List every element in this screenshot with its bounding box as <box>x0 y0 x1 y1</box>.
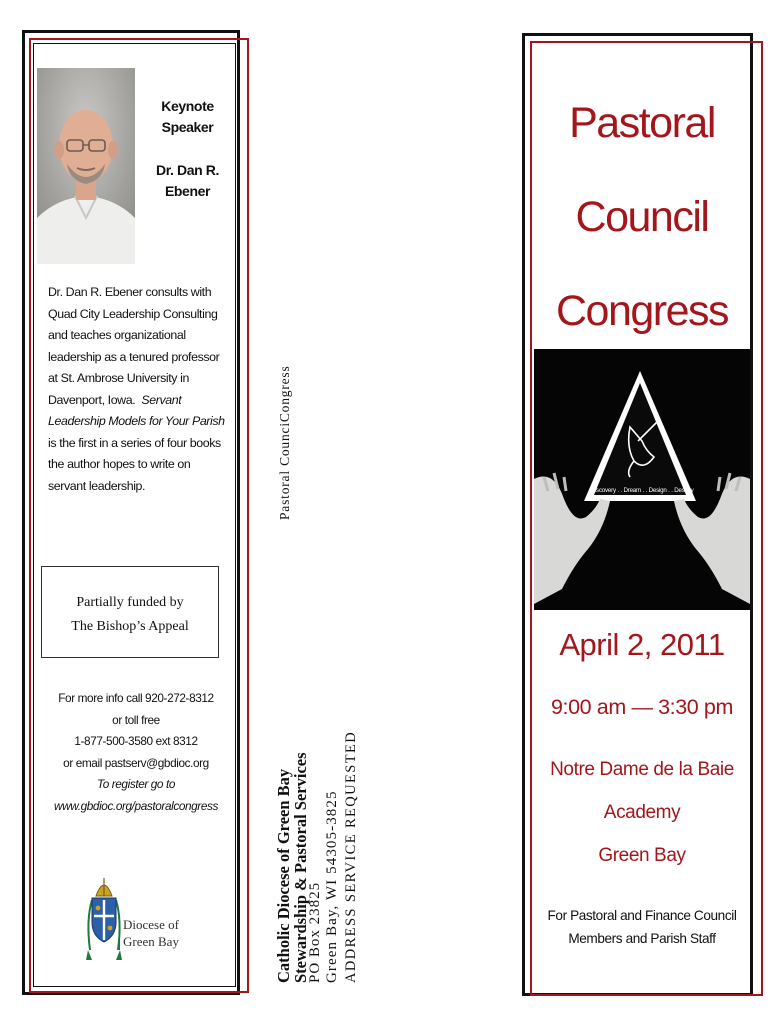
bio-line: the author hopes to write on <box>48 457 191 471</box>
spine-title: Pastoral CounciCongress <box>277 365 292 520</box>
book-title-part2: Leadership Models for Your Parish <box>48 414 225 428</box>
contact-phone: For more info call 920-272-8312 <box>58 691 214 705</box>
register-label: To register go to <box>96 777 175 791</box>
contact-tollfree-label: or toll free <box>112 712 160 727</box>
bio-line: at St. Ambrose University in <box>48 371 189 385</box>
event-title-line1: Pastoral <box>569 99 715 147</box>
keynote-label-line1: Keynote <box>161 98 214 114</box>
event-title-line3: Congress <box>555 287 729 335</box>
return-address-org: Catholic Diocese of Green Bay <box>274 768 293 983</box>
bio-line: servant leadership. <box>48 478 146 493</box>
venue-line3: Green Bay <box>598 845 686 866</box>
contact-info <box>41 688 231 817</box>
logo-text-line1: Diocese of <box>123 917 179 932</box>
logo-text-line2: Green Bay <box>123 934 179 949</box>
venue-line1: Notre Dame de la Baie <box>550 759 734 780</box>
bio-line: Davenport, Iowa. <box>48 392 136 407</box>
diocese-logo <box>84 870 204 966</box>
bio-line: leadership as a tenured professor <box>48 349 220 364</box>
return-address-dept: Stewardship & Pastoral Services <box>291 752 310 983</box>
audience-line2: Members and Parish Staff <box>568 931 716 946</box>
event-time: 9:00 am — 3:30 pm <box>550 695 734 719</box>
hero-image <box>534 349 750 610</box>
audience-line1: For Pastoral and Finance Council <box>547 908 737 923</box>
event-title <box>534 76 750 358</box>
event-venue <box>534 748 750 877</box>
bio-line: Quad City Leadership Consulting <box>48 306 218 321</box>
image-caption: Discovery . . Dream . . Design . . Destiny <box>590 487 694 494</box>
venue-line2: Academy <box>603 802 681 823</box>
speaker-name-line1: Dr. Dan R. <box>156 162 219 178</box>
speaker-photo <box>37 68 135 264</box>
address-service-requested: ADDRESS SERVICE REQUESTED <box>343 730 359 983</box>
event-audience <box>534 904 750 950</box>
book-title-part1: Servant <box>141 392 182 407</box>
funding-line2: The Bishop’s Appeal <box>71 619 189 634</box>
return-address-city: Green Bay, WI 54305-3825 <box>324 790 340 983</box>
speaker-name-line2: Ebener <box>164 183 211 199</box>
funding-box <box>41 566 219 658</box>
speaker-bio <box>48 282 234 497</box>
diocese-crest-icon <box>84 870 124 966</box>
keynote-label-line2: Speaker <box>161 119 214 135</box>
register-url: www.gbdioc.org/pastoralcongress <box>54 798 218 813</box>
bio-line: and teaches organizational <box>48 328 186 342</box>
bio-line: is the first in a series of four books <box>48 435 221 450</box>
contact-email: or email pastserv@gbdioc.org <box>63 755 209 770</box>
contact-tollfree-number: 1-877-500-3580 ext 8312 <box>74 734 198 748</box>
event-title-line2: Council <box>575 193 709 241</box>
event-date: April 2, 2011 <box>559 627 725 662</box>
bio-line: Dr. Dan R. Ebener consults with <box>48 285 212 299</box>
funding-line1: Partially funded by <box>76 595 184 610</box>
return-address-pobox: PO Box 23825 <box>307 881 323 983</box>
